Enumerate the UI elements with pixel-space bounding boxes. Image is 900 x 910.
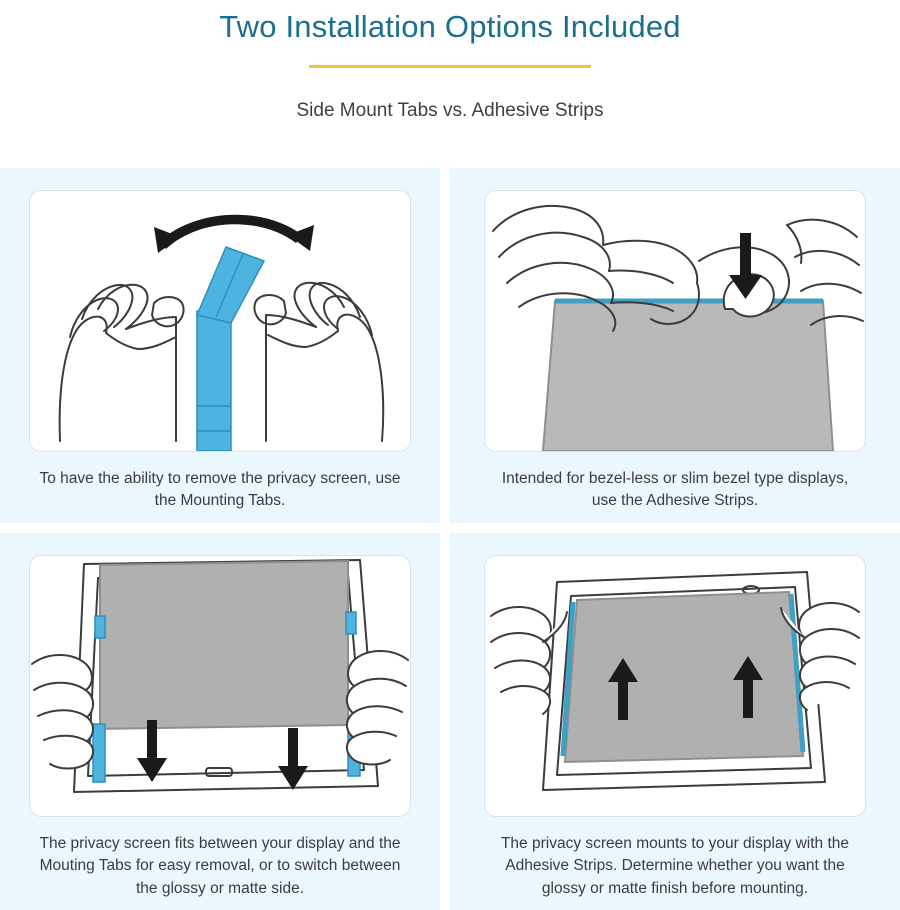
page-title: Two Installation Options Included — [219, 9, 681, 44]
page-subtitle: Side Mount Tabs vs. Adhesive Strips — [296, 100, 604, 122]
illustration-hands-flexing-mounting-tab — [29, 190, 411, 452]
illustration-screen-mounted-with-strips — [484, 555, 866, 817]
panel-caption: The privacy screen fits between your display and the Mouting Tabs for easy removal, or to switch between the glossy or matte side. — [39, 834, 401, 897]
panel-grid — [0, 168, 900, 897]
panel-adhesive-strips-apply — [450, 168, 900, 533]
illustration-screen-sliding-into-tabs — [29, 555, 411, 817]
panel-mounting-tabs-insert — [0, 533, 450, 910]
panel-adhesive-strips-mount — [450, 533, 900, 910]
title-underline-rule — [309, 65, 591, 68]
illustration-hands-pressing-adhesive-strip — [484, 190, 866, 452]
panel-caption: The privacy screen mounts to your display with the Adhesive Strips. Determine whether you want the glossy or matte finish before mounting. — [500, 834, 850, 897]
panel-mounting-tabs-remove — [0, 168, 450, 533]
panel-caption: To have the ability to remove the privacy screen, use the Mounting Tabs. — [39, 470, 401, 510]
panel-caption: Intended for bezel-less or slim bezel type displays, use the Adhesive Strips. — [501, 470, 849, 510]
